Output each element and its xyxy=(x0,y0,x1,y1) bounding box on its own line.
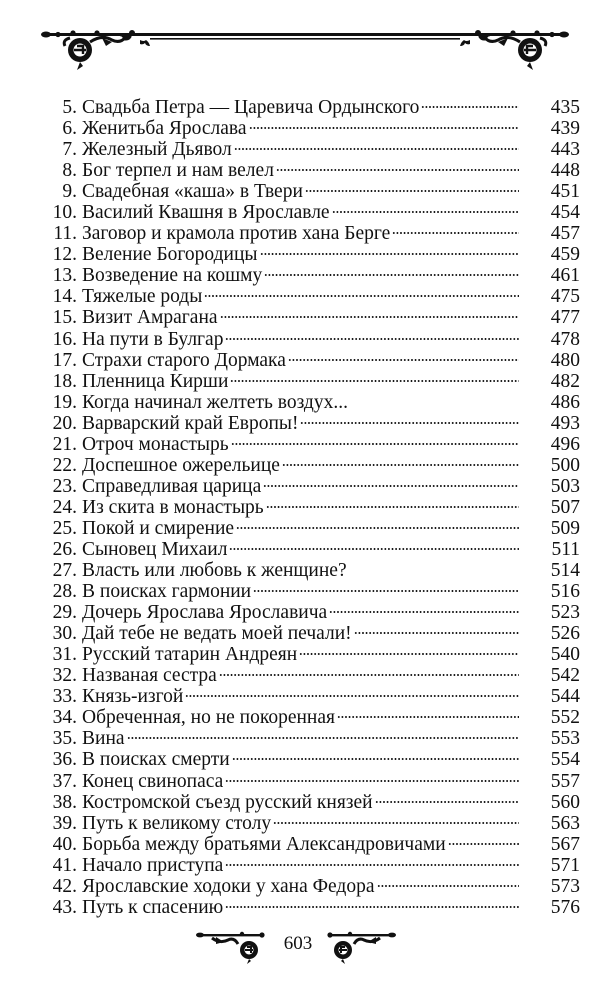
chapter-title: Женитьба Ярослава xyxy=(82,118,247,140)
chapter-number: 41. xyxy=(52,854,77,876)
chapter-number: 22. xyxy=(52,454,77,476)
chapter-number: 14. xyxy=(52,286,77,308)
chapter-number: 12. xyxy=(52,244,77,266)
chapter-title: Справедливая царица xyxy=(82,475,262,497)
chapter-number: 21. xyxy=(52,433,77,455)
dot-leader xyxy=(225,892,519,913)
dot-leader xyxy=(234,134,519,155)
dot-leader xyxy=(305,176,519,197)
chapter-page-number: 496 xyxy=(550,433,580,455)
dot-leader xyxy=(225,850,519,871)
chapter-page-number: 443 xyxy=(550,139,580,161)
chapter-page-number: 503 xyxy=(550,475,580,497)
page-footer xyxy=(0,930,607,970)
dot-leader xyxy=(354,618,519,639)
chapter-title: Доспешное ожерельице xyxy=(82,454,280,476)
chapter-page-number: 516 xyxy=(550,581,580,603)
chapter-title: Возведение на кошму xyxy=(82,265,263,287)
dot-leader xyxy=(276,155,519,176)
chapter-number: 18. xyxy=(52,370,77,392)
chapter-page-number: 523 xyxy=(550,602,580,624)
chapter-number: 6. xyxy=(62,118,77,140)
chapter-title: Веление Богородицы xyxy=(82,244,258,266)
chapter-title: Василий Квашня в Ярославле xyxy=(82,202,330,224)
chapter-page-number: 475 xyxy=(550,286,580,308)
chapter-title: Покой и смирение xyxy=(82,517,235,539)
table-of-contents xyxy=(40,92,580,918)
dot-leader xyxy=(253,576,519,597)
chapter-number: 37. xyxy=(52,770,77,792)
chapter-number: 16. xyxy=(52,328,77,350)
dot-leader xyxy=(204,281,519,302)
chapter-number: 24. xyxy=(52,496,77,518)
toc-entry xyxy=(40,92,580,118)
decorative-scroll-icon xyxy=(324,930,396,964)
chapter-title: Дочерь Ярослава Ярославича xyxy=(82,602,328,624)
chapter-title: Путь к великому столу xyxy=(82,812,272,834)
chapter-page-number: 552 xyxy=(550,707,580,729)
chapter-number: 11. xyxy=(53,223,77,245)
dot-leader xyxy=(225,766,519,787)
chapter-title: Начало приступа xyxy=(82,854,224,876)
chapter-title: Ярославские ходоки у хана Федора xyxy=(82,875,375,897)
chapter-title: Обреченная, но не покоренная xyxy=(82,707,335,729)
chapter-page-number: 573 xyxy=(550,875,580,897)
dot-leader xyxy=(273,808,519,829)
chapter-number: 38. xyxy=(52,791,77,813)
chapter-title: Железный Дьявол xyxy=(82,139,232,161)
chapter-page-number: 478 xyxy=(550,328,580,350)
chapter-title: Путь к спасению xyxy=(82,896,224,918)
dot-leader xyxy=(375,787,519,808)
chapter-title: Сыновец Михаил xyxy=(82,538,228,560)
page-number: 603 xyxy=(283,933,313,954)
dot-leader xyxy=(392,218,519,239)
chapter-page-number: 540 xyxy=(550,644,580,666)
chapter-page-number: 454 xyxy=(550,202,580,224)
chapter-number: 39. xyxy=(52,812,77,834)
chapter-number: 15. xyxy=(52,307,77,329)
chapter-title: В поисках смерти xyxy=(82,749,230,771)
chapter-page-number: 435 xyxy=(550,97,580,118)
chapter-title: Дай тебе не ведать моей печали! xyxy=(82,623,352,645)
decorative-scroll-icon xyxy=(196,930,268,964)
dot-leader xyxy=(225,324,519,345)
chapter-page-number: 553 xyxy=(550,728,580,750)
chapter-number: 27. xyxy=(52,560,77,582)
dot-leader xyxy=(185,681,519,702)
chapter-number: 9. xyxy=(62,181,77,203)
chapter-page-number: 461 xyxy=(550,265,580,287)
chapter-page-number: 477 xyxy=(550,307,580,329)
dot-leader xyxy=(264,260,519,281)
chapter-page-number: 576 xyxy=(550,896,580,918)
dot-leader xyxy=(220,302,519,323)
chapter-number: 26. xyxy=(52,538,77,560)
dot-leader xyxy=(377,871,520,892)
chapter-title: Князь-изгой xyxy=(82,686,184,708)
chapter-title: Когда начинал желтеть воздух... xyxy=(82,391,348,413)
chapter-title: Свадьба Петра — Царевича Ордынского xyxy=(82,97,420,118)
chapter-number: 31. xyxy=(52,644,77,666)
chapter-number: 23. xyxy=(52,475,77,497)
chapter-number: 34. xyxy=(52,707,77,729)
dot-leader xyxy=(263,471,519,492)
chapter-page-number: 486 xyxy=(550,391,580,413)
chapter-number: 20. xyxy=(52,412,77,434)
dot-leader xyxy=(350,387,519,408)
dot-leader xyxy=(236,513,519,534)
chapter-number: 25. xyxy=(52,517,77,539)
dot-leader xyxy=(448,829,519,850)
chapter-page-number: 542 xyxy=(550,665,580,687)
chapter-number: 17. xyxy=(52,349,77,371)
chapter-title: Страхи старого Дормака xyxy=(82,349,286,371)
chapter-page-number: 500 xyxy=(550,454,580,476)
chapter-page-number: 514 xyxy=(550,560,580,582)
chapter-page-number: 482 xyxy=(550,370,580,392)
dot-leader xyxy=(219,660,519,681)
chapter-number: 42. xyxy=(52,875,77,897)
dot-leader xyxy=(260,239,520,260)
chapter-page-number: 448 xyxy=(550,160,580,182)
dot-leader xyxy=(288,345,519,366)
dot-leader xyxy=(349,555,519,576)
chapter-page-number: 567 xyxy=(550,833,580,855)
chapter-page-number: 457 xyxy=(550,223,580,245)
chapter-title: Русский татарин Андреян xyxy=(82,644,298,666)
dot-leader xyxy=(421,92,519,113)
dot-leader xyxy=(282,450,519,471)
chapter-page-number: 480 xyxy=(550,349,580,371)
chapter-title: Борьба между братьями Александровичами xyxy=(82,833,446,855)
chapter-page-number: 526 xyxy=(550,623,580,645)
chapter-title: Конец свинопаса xyxy=(82,770,224,792)
dot-leader xyxy=(337,702,519,723)
chapter-page-number: 511 xyxy=(551,538,580,560)
chapter-number: 36. xyxy=(52,749,77,771)
chapter-number: 10. xyxy=(52,202,77,224)
chapter-title: Свадебная «каша» в Твери xyxy=(82,181,303,203)
chapter-title: Визит Амрагана xyxy=(82,307,218,329)
chapter-title: Отроч монастырь xyxy=(82,433,229,455)
chapter-title: Из скита в монастырь xyxy=(82,496,264,518)
chapter-number: 13. xyxy=(52,265,77,287)
dot-leader xyxy=(229,534,519,555)
chapter-number: 32. xyxy=(52,665,77,687)
chapter-page-number: 459 xyxy=(550,244,580,266)
chapter-number: 28. xyxy=(52,581,77,603)
chapter-title: Власть или любовь к женщине? xyxy=(82,560,347,582)
chapter-number: 33. xyxy=(52,686,77,708)
chapter-number: 30. xyxy=(52,623,77,645)
dot-leader xyxy=(232,744,519,765)
dot-leader xyxy=(127,723,519,744)
chapter-number: 29. xyxy=(52,602,77,624)
dot-leader xyxy=(300,408,519,429)
chapter-page-number: 439 xyxy=(550,118,580,140)
dot-leader xyxy=(230,366,519,387)
chapter-title: В поисках гармонии xyxy=(82,581,252,603)
chapter-title: Тяжелые роды xyxy=(82,286,203,308)
chapter-page-number: 507 xyxy=(550,496,580,518)
chapter-title: Бог терпел и нам велел xyxy=(82,160,274,182)
dot-leader xyxy=(329,597,519,618)
chapter-page-number: 493 xyxy=(550,412,580,434)
chapter-title: Названая сестра xyxy=(82,665,217,687)
chapter-page-number: 509 xyxy=(550,517,580,539)
decorative-vine-rule-icon xyxy=(40,28,570,74)
chapter-number: 35. xyxy=(52,728,77,750)
chapter-title: Вина xyxy=(82,728,125,750)
chapter-page-number: 557 xyxy=(550,770,580,792)
dot-leader xyxy=(332,197,519,218)
chapter-number: 43. xyxy=(52,896,77,918)
chapter-title: Костромской съезд русский князей xyxy=(82,791,373,813)
chapter-number: 40. xyxy=(52,833,77,855)
chapter-page-number: 544 xyxy=(550,686,580,708)
chapter-page-number: 563 xyxy=(550,812,580,834)
chapter-page-number: 560 xyxy=(550,791,580,813)
chapter-number: 19. xyxy=(52,391,77,413)
chapter-title: Пленница Кирши xyxy=(82,370,229,392)
dot-leader xyxy=(299,639,519,660)
dot-leader xyxy=(249,113,519,134)
chapter-number: 5. xyxy=(62,97,77,118)
chapter-page-number: 451 xyxy=(550,181,580,203)
dot-leader xyxy=(266,492,519,513)
chapter-page-number: 571 xyxy=(550,854,580,876)
dot-leader xyxy=(231,429,519,450)
chapter-title: На пути в Булгар xyxy=(82,328,224,350)
chapter-number: 8. xyxy=(62,160,77,182)
chapter-title: Варварский край Европы! xyxy=(82,412,299,434)
chapter-page-number: 554 xyxy=(550,749,580,771)
chapter-number: 7. xyxy=(62,139,77,161)
chapter-title: Заговор и крамола против хана Берге xyxy=(82,223,391,245)
